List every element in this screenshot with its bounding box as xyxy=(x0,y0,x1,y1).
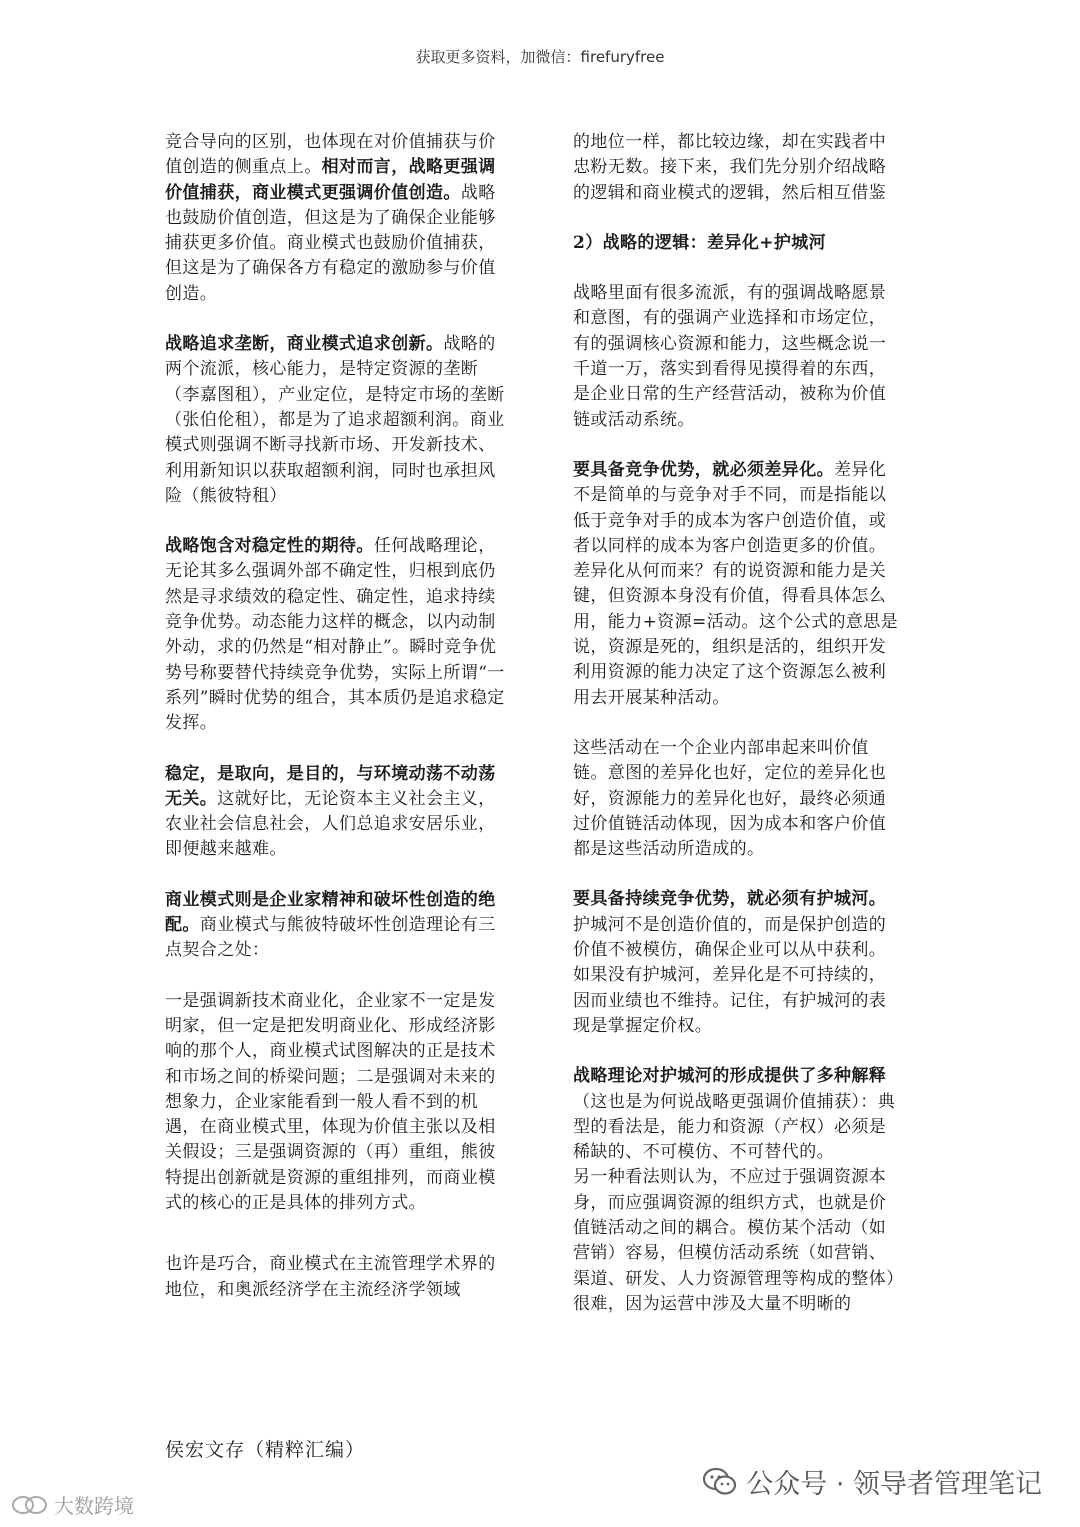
right-column xyxy=(573,130,903,1317)
paragraph-value-chain xyxy=(573,736,903,862)
book-title: 侯宏文存（精粹汇编） xyxy=(165,1439,366,1461)
paragraph-bold-lead: 要具备持续竞争优势，就必须有护城河。 xyxy=(573,889,887,910)
paragraph-monopoly-vs-innovation xyxy=(165,332,505,509)
watermark xyxy=(702,1462,1042,1501)
paragraph-text: 任何战略理论，无论其多么强调外部不确定性，归根到底仍然是寻求绩效的稳定性、确定性，追求持续竞争优势。动态能力这样的概念，以内动制外动，求的仍然是“相对静止”。瞬时竞争优势号称要替代持续竞争优势，实际上所谓“一系列”瞬时优势的组合，其本质仍是追求稳定发挥。 xyxy=(165,536,505,734)
paragraph-text: 战略的两个流派，核心能力，是特定资源的垄断（李嘉图租），产业定位，是特定市场的垄断（张伯伦租），都是为了追求超额利润。商业模式则强调不断寻找新市场、开发新技术、利用新知识以获取超额利润，同时也承担风险（熊彼特租） xyxy=(165,334,505,506)
paragraph-schools xyxy=(573,281,903,433)
paragraph-text: 商业模式与熊彼特破坏性创造理论有三点契合之处： xyxy=(165,915,496,961)
paragraph-text: （这也是为何说战略更强调价值捕获）：典型的看法是，能力和资源（产权）必须是稀缺的、不可模仿、不可替代的。 另一种看法则认为，不应过于强调资源本身，而应强调资源的组织方式，也就是价值链活动之间的耦合。模仿某个活动（如营销）容易，但模仿活动系统（如营销、渠道、研发、人力资源管理等构成的整体）很难，因为运营中涉及大量不明晰的 xyxy=(573,1091,896,1314)
watermark-text: 公众号 · 领导者管理笔记 xyxy=(746,1469,1042,1500)
brand-logo-icon xyxy=(10,1494,50,1516)
paragraph-three-points xyxy=(165,989,505,1217)
paragraph-differentiation xyxy=(573,458,903,711)
paragraph-stability-orientation xyxy=(165,762,505,863)
paragraph-bold-lead: 商业模式则是企业家精神和破坏性创造的绝配。 xyxy=(165,889,496,936)
paragraph-bold-claim: 相对而言，战略更强调价值捕获，商业模式更强调价值创造。 xyxy=(165,157,496,203)
left-column xyxy=(165,130,505,1303)
paragraph-text: 护城河不是创造价值的，而是保护创造的价值不被模仿，确保企业可以从中获利。如果没有护城河，差异化是不可持续的，因而业绩也不维持。记住，有护城河的表现是掌握定价权。 xyxy=(573,914,887,1036)
paragraph-stability xyxy=(165,534,505,736)
paragraph-text: 竞合导向的区别，也体现在对价值捕获与价值创造的侧重点上。 xyxy=(165,132,496,178)
paragraph-text: 也许是巧合，商业模式在主流管理学术界的地位，和奥派经济学在主流经济学领域 xyxy=(165,1254,496,1300)
paragraph-bold-lead: 战略理论对护城河的形成提供了多种解释 xyxy=(573,1066,887,1087)
paragraph-moat-theories xyxy=(573,1064,903,1317)
paragraph-coincidence xyxy=(165,1252,505,1303)
corner-brand-text: 大数跨境 xyxy=(54,1494,134,1518)
paragraph-value-capture xyxy=(165,130,505,307)
corner-brand xyxy=(10,1490,134,1519)
paragraph-text: 一是强调新技术商业化，企业家不一定是发明家，但一定是把发明商业化、形成经济影响的那个人，商业模式试图解决的正是技术和市场之间的桥梁问题；二是强调对未来的想象力，企业家能看到一般人看不到的机遇，在商业模式里，体现为价值主张以及相关假设；三是强调资源的（再）重组，熊彼特提出创新就是资源的重组排列，而商业模式的核心的正是具体的排列方式。 xyxy=(165,990,496,1213)
paragraph-moat xyxy=(573,887,903,1039)
wechat-icon xyxy=(702,1467,738,1497)
paragraph-bold-lead: 稳定，是取向，是目的，与环境动荡不动荡无关。 xyxy=(165,763,496,809)
page-header-note: 获取更多资料，加微信：firefuryfree xyxy=(415,48,665,66)
paragraph-bold-lead: 战略追求垄断，商业模式追求创新。 xyxy=(165,334,444,355)
paragraph-text-rest: 战略也鼓励价值创造，但这是为了确保企业能够捕获更多价值。商业模式也鼓励价值捕获，但这是为了确保各方有稳定的激励参与价值创造。 xyxy=(165,182,496,304)
paragraph-continuation: 的地位一样，都比较边缘，却在实践者中忠粉无数。接下来，我们先分别介绍战略的逻辑和商业模式的逻辑，然后相互借鉴 xyxy=(573,132,887,203)
paragraph-text: 战略里面有很多流派，有的强调战略愿景和意图，有的强调产业选择和市场定位，有的强调核心资源和能力，这些概念说一千道一万，落实到看得见摸得着的东西，是企业日常的生产经营活动，被称为价值链或活动系统。 xyxy=(573,283,887,430)
paragraph-text: 这些活动在一个企业内部串起来叫价值链。意图的差异化也好，定位的差异化也好，资源能力的差异化也好，最终必须通过价值链活动体现，因为成本和客户价值都是这些活动所造成的。 xyxy=(573,737,887,860)
paragraph-entrepreneurship xyxy=(165,888,505,964)
section-heading: 2）战略的逻辑：差异化+护城河 xyxy=(573,232,827,253)
paragraph-bold-lead: 要具备竞争优势，就必须差异化。 xyxy=(573,459,834,480)
paragraph-text: 这就好比，无论资本主义社会主义，农业社会信息社会，人们总追求安居乐业，即便越来越难。 xyxy=(165,788,496,860)
paragraph-text: 差异化不是简单的与竞争对手不同，而是指能以低于竞争对手的成本为客户创造价值，或者以同样的成本为客户创造更多的价值。差异化从何而来？有的说资源和能力是关键，但资源本身没有价值，得看具体怎么用，能力+资源=活动。这个公式的意思是说，资源是死的，组织是活的，组织开发利用资源的能力决定了这个资源怎么被利用去开展某种活动。 xyxy=(573,459,899,708)
paragraph-bold-lead: 战略饱含对稳定性的期待。 xyxy=(165,536,374,557)
